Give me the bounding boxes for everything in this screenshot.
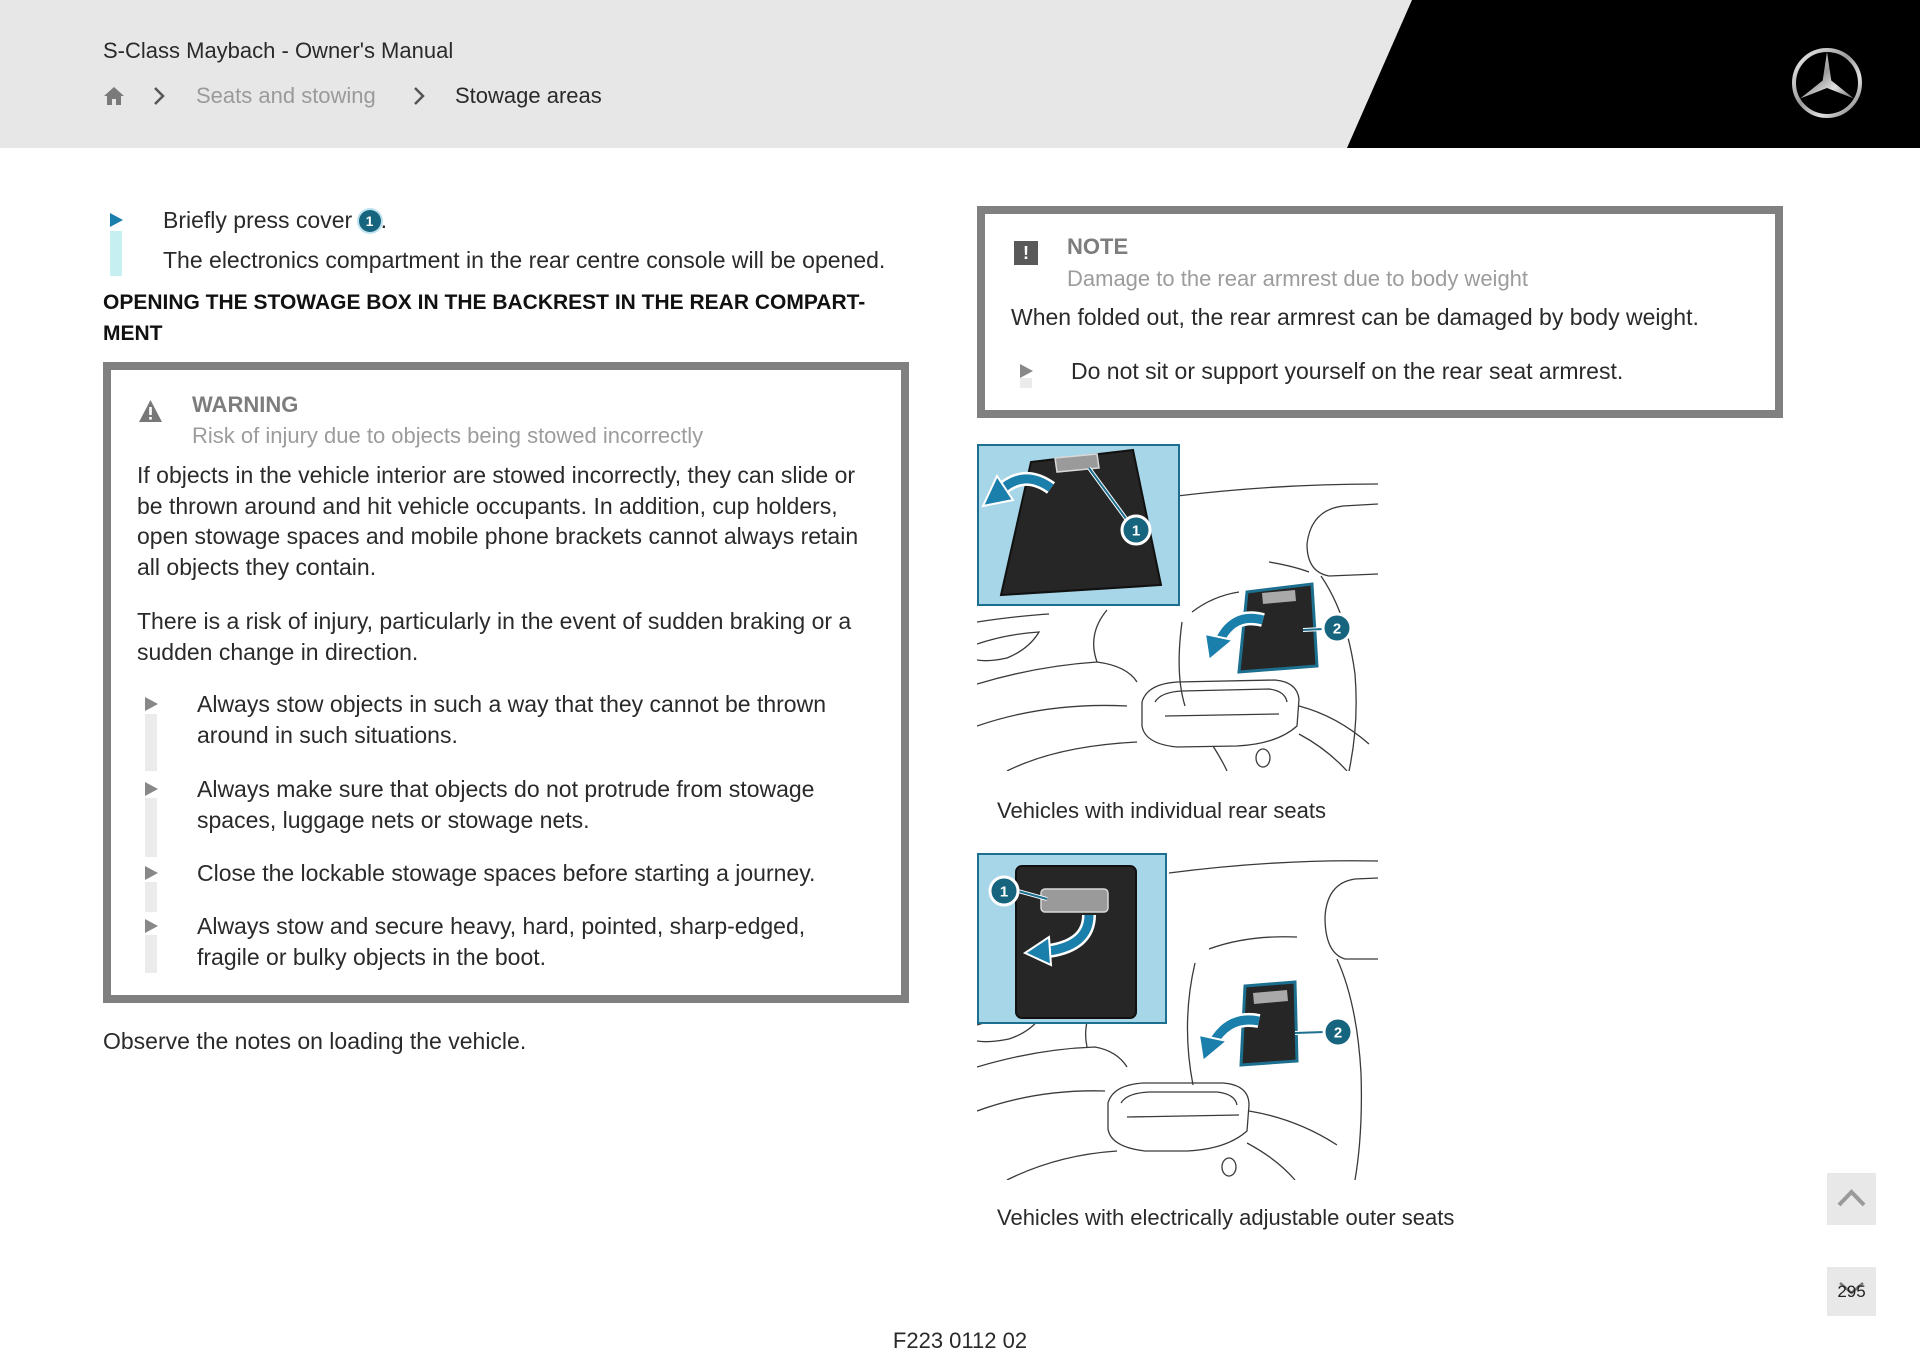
action-line: Always stow objects in such a way that they cannot be thrown xyxy=(197,691,826,717)
action-bar xyxy=(145,882,157,912)
callout-number: 1 xyxy=(1131,522,1141,540)
note-label: NOTE xyxy=(1067,234,1129,259)
step-instruction-text: Briefly press cover xyxy=(163,207,353,233)
home-icon[interactable] xyxy=(103,86,125,106)
arrow-bullet-icon xyxy=(145,697,158,711)
page-number: 295 xyxy=(1837,1282,1866,1301)
paragraph-line: be thrown around and hit vehicle occupants. In addition, cup holders, xyxy=(137,492,838,519)
callout-number: 1 xyxy=(999,883,1009,901)
paragraph-line: There is a risk of injury, particularly in the event of sudden braking or a xyxy=(137,608,852,634)
action-line: fragile or bulky objects in the boot. xyxy=(197,943,547,970)
chevron-right-icon xyxy=(413,86,425,106)
callout-number: 2 xyxy=(1332,620,1342,638)
action-bar xyxy=(145,798,157,857)
action-line: Always stow and secure heavy, hard, pointed, sharp-edged, xyxy=(197,913,806,939)
step-instruction xyxy=(163,205,387,235)
step-bar xyxy=(110,231,122,276)
action-text xyxy=(197,689,826,750)
warning-triangle-icon xyxy=(138,399,163,423)
warning-paragraph xyxy=(137,606,851,667)
action-text xyxy=(197,911,805,972)
callout-badge-1: 1 xyxy=(359,210,381,232)
breadcrumb-link-seats-and-stowing[interactable]: Seats and stowing xyxy=(196,83,376,108)
action-bar xyxy=(145,714,157,771)
section-heading-line: OPENING THE STOWAGE BOX IN THE BACKREST IN THE REAR COMPART- xyxy=(103,291,866,314)
paragraph-line: all objects they contain. xyxy=(137,553,377,580)
arrow-bullet-icon xyxy=(145,866,158,880)
action-line: Always make sure that objects do not protrude from stowage xyxy=(197,776,815,802)
arrow-bullet-icon xyxy=(1020,364,1033,378)
action-line: Close the lockable stowage spaces before starting a journey. xyxy=(197,860,816,886)
callout-number: 2 xyxy=(1333,1024,1343,1042)
action-line: spaces, luggage nets or stowage nets. xyxy=(197,806,590,833)
action-bar xyxy=(145,935,157,973)
note-action: Do not sit or support yourself on the rear seat armrest. xyxy=(1071,358,1624,384)
mercedes-star-icon xyxy=(1790,46,1864,120)
warning-subtitle: Risk of injury due to objects being stowed incorrectly xyxy=(192,423,704,448)
exclamation-square-icon: ! xyxy=(1014,241,1038,265)
manual-title: S-Class Maybach - Owner's Manual xyxy=(103,38,454,63)
action-line: around in such situations. xyxy=(197,721,458,748)
figure-caption: Vehicles with individual rear seats xyxy=(997,798,1326,823)
scroll-up-button[interactable] xyxy=(1827,1173,1876,1225)
section-heading-line: MENT xyxy=(103,322,163,345)
note-box xyxy=(977,206,1783,418)
step-instruction-suffix: . xyxy=(380,207,387,233)
chevron-right-icon xyxy=(153,86,165,106)
arrow-bullet-icon xyxy=(145,782,158,796)
paragraph-line: If objects in the vehicle interior are stowed incorrectly, they can slide or xyxy=(137,462,856,488)
action-bar xyxy=(1020,378,1032,388)
note-subtitle: Damage to the rear armrest due to body weight xyxy=(1067,266,1529,291)
note-body: When folded out, the rear armrest can be damaged by body weight. xyxy=(1011,304,1699,330)
chevron-up-icon xyxy=(1827,1173,1876,1225)
action-text xyxy=(197,774,814,835)
page-number-button[interactable] xyxy=(1827,1267,1876,1316)
figure-caption: Vehicles with electrically adjustable outer seats xyxy=(997,1205,1455,1230)
warning-box xyxy=(103,362,909,1003)
paragraph-line: sudden change in direction. xyxy=(137,638,419,665)
warning-paragraph xyxy=(137,460,858,582)
action-text xyxy=(197,858,815,889)
figure-individual-rear-seats xyxy=(977,444,1378,771)
step-result: The electronics compartment in the rear centre console will be opened. xyxy=(163,247,886,273)
image-reference-code: F223 0112 02 xyxy=(892,1328,1028,1353)
figure-electrically-adjustable-seats xyxy=(977,853,1378,1180)
closing-note: Observe the notes on loading the vehicle. xyxy=(103,1028,527,1054)
breadcrumb-current-stowage-areas: Stowage areas xyxy=(455,83,602,108)
callout-2 xyxy=(1295,1018,1352,1046)
arrow-bullet-icon xyxy=(110,213,123,227)
header xyxy=(0,0,1920,148)
warning-label: WARNING xyxy=(192,392,299,417)
paragraph-line: open stowage spaces and mobile phone brackets cannot always retain xyxy=(137,523,859,549)
section-heading xyxy=(103,287,865,349)
arrow-bullet-icon xyxy=(145,919,158,933)
